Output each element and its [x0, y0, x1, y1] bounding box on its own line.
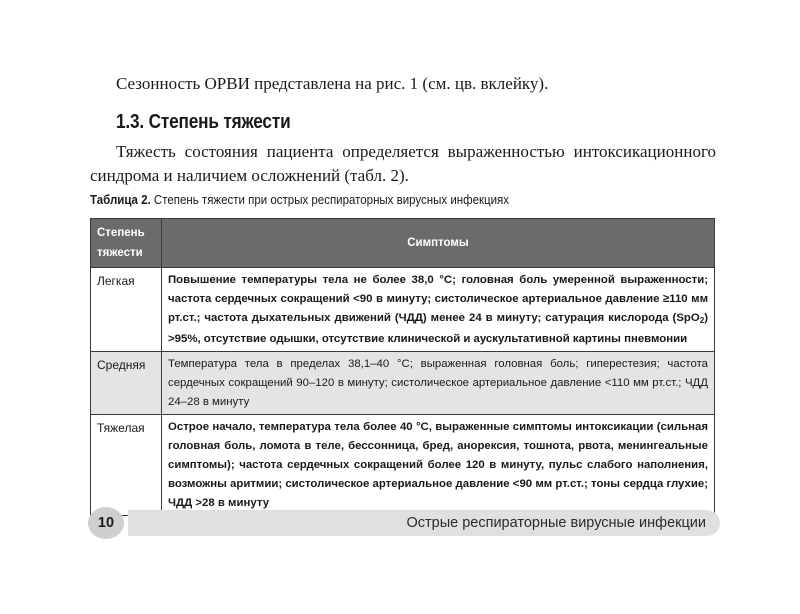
severity-cell: Тяжелая — [91, 415, 162, 516]
page-number-badge: 10 — [88, 507, 124, 539]
symptoms-cell — [162, 268, 715, 352]
table-caption-label: Таблица 2. — [90, 193, 151, 207]
symptoms-text: Повышение температуры тела не более 38,0 °С; головная боль умеренной выраженности; частота сердечных сокращений <90 в минуту; систолическое артериальное давление ≥110 мм рт.ст.; частота дыхательных движений (ЧДД) менее 24 в минуту; сатурация кислорода (SpO — [168, 274, 708, 324]
table-row — [91, 415, 715, 516]
symptoms-text-cont: ) >95%, отсутствие одышки, отсутствие клинической и аускультативной картины пневмонии — [168, 312, 708, 345]
header-severity: Степень тяжести — [91, 219, 162, 268]
severity-cell: Легкая — [91, 268, 162, 352]
table-row — [91, 352, 715, 415]
table-header-row — [91, 219, 715, 268]
section-number: 1.3. — [116, 111, 145, 133]
running-title: Острые респираторные вирусные инфекции — [406, 515, 706, 531]
severity-table — [90, 218, 715, 516]
section-heading — [116, 109, 290, 135]
symptoms-cell: Острое начало, температура тела более 40 °С, выраженные симптомы интоксикации (сильная головная боль, ломота в теле, бессонница, бред, анорексия, тошнота, рвота, менингеальные симптомы); частота сердечных сокращений более 120 в минуту, пульс слабого наполнения, возможны аритмии; систолическое артериальное давление <90 мм рт.ст.; тоны сердца глухие; ЧДД >28 в минуту — [162, 415, 715, 516]
section-title: Степень тяжести — [148, 111, 291, 133]
table-caption-text: Степень тяжести при острых респираторных вирусных инфекциях — [153, 193, 510, 207]
symptoms-cell: Температура тела в пределах 38,1–40 °С; выраженная головная боль; гиперестезия; частота сердечных сокращений 90–120 в минуту; систолическое артериальное давление <110 мм рт.ст.; ЧДД 24–28 в минуту — [162, 352, 715, 415]
paragraph-seasonality: Сезонность ОРВИ представлена на рис. 1 (см. цв. вклейку). — [116, 74, 549, 93]
table-row — [91, 268, 715, 352]
severity-cell: Средняя — [91, 352, 162, 415]
symptoms-subscript: 2 — [699, 316, 705, 325]
paragraph-severity: Тяжесть состояния пациента определяется выраженностью интоксикационного синдрома и наличием осложнений (табл. 2). — [90, 142, 716, 185]
footer-bar — [128, 510, 720, 536]
severity-table-container — [90, 218, 715, 516]
header-symptoms: Симптомы — [162, 219, 715, 268]
table-caption — [90, 192, 679, 208]
